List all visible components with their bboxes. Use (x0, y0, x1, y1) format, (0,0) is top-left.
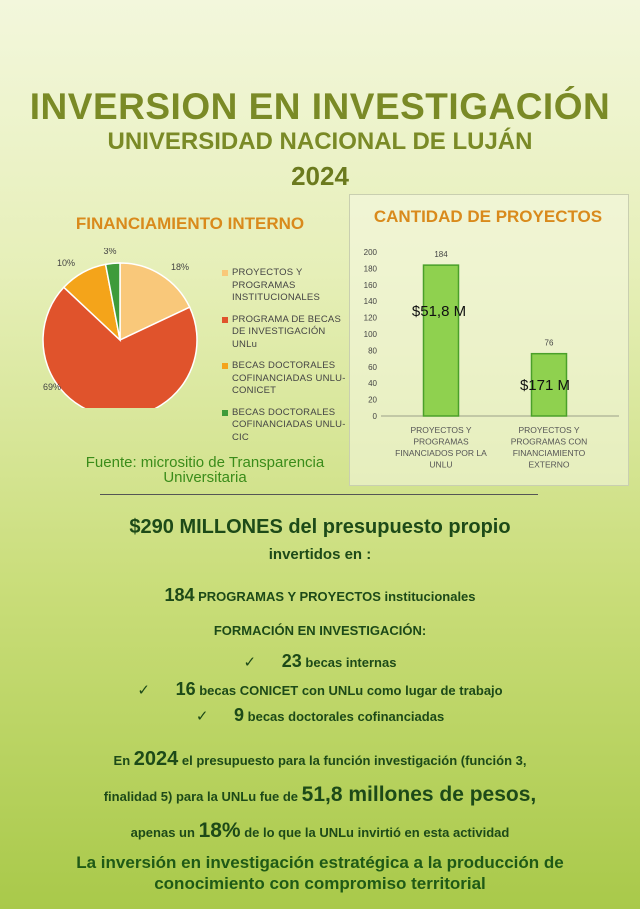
x-category-label: PROGRAMAS (413, 436, 469, 447)
x-category-label: EXTERNO (528, 459, 570, 470)
legend-label: PROGRAMA DE BECAS DE INVESTIGACIÓN UNLu (232, 313, 341, 350)
para-pct: 18% (198, 819, 241, 842)
para-amount: 51,8 millones de pesos, (301, 783, 537, 806)
legend-swatch (222, 270, 228, 276)
check-text: becas doctorales cofinanciadas (247, 709, 445, 724)
page-subtitle: UNIVERSIDAD NACIONAL DE LUJÁN (107, 128, 533, 155)
source-note: Fuente: micrositio de Transparencia Universitaria (85, 454, 325, 486)
y-tick-label: 200 (363, 248, 377, 257)
legend-label: BECAS DOCTORALES COFINANCIADAS UNLU-CONICET (232, 360, 346, 396)
para-d: apenas un (130, 825, 195, 840)
divider (100, 494, 538, 495)
pie-slice-label: 10% (56, 258, 76, 268)
check-text: becas CONICET con UNLu como lugar de trabajo (199, 683, 503, 698)
x-category-label: UNLU (429, 459, 453, 470)
bar (424, 265, 459, 416)
para-b: el presupuesto para la función investigación (función 3, (181, 753, 527, 768)
pie-legend (222, 267, 350, 453)
check-icon: ✓ (243, 654, 257, 671)
check-icon: ✓ (137, 682, 150, 699)
pie-chart-title: FINANCIAMIENTO INTERNO (75, 214, 305, 233)
check-line-internal (0, 651, 640, 672)
para-year: 2024 (133, 748, 179, 770)
invested-in-label: invertidos en : (268, 546, 372, 563)
x-category-label: FINANCIAMIENTO (512, 448, 586, 458)
budget-headline: $290 MILLONES del presupuesto propio (129, 516, 511, 538)
x-category-label: FINANCIADOS POR LA (395, 448, 487, 458)
bar-chart-title: CANTIDAD DE PROYECTOS (373, 207, 603, 226)
closing-statement: La inversión en investigación estratégica a la producción de conocimiento con compromiso territorial (76, 853, 564, 893)
y-tick-label: 40 (368, 379, 377, 389)
check-num: 23 (281, 651, 302, 671)
para-c: finalidad 5) para la UNLu fue de (103, 789, 299, 804)
x-category-label: PROYECTOS Y (518, 425, 580, 435)
legend-item (222, 267, 350, 305)
y-tick-label: 160 (363, 280, 377, 290)
programs-count: 184 (164, 585, 195, 605)
training-heading: FORMACIÓN EN INVESTIGACIÓN: (213, 623, 427, 638)
para-a: En (113, 753, 131, 768)
y-tick-label: 60 (368, 362, 377, 372)
legend-swatch (222, 363, 228, 369)
check-line-conicet (0, 679, 640, 700)
legend-item (222, 360, 350, 398)
legend-item (222, 314, 350, 352)
check-line-cofinanced (0, 705, 640, 726)
bar-value-label: 76 (544, 338, 554, 348)
para-e: de lo que la UNLu invirtió en esta actividad (244, 825, 510, 840)
pie-slice-label: 69% (42, 382, 62, 392)
page-year: 2024 (291, 161, 349, 191)
check-num: 16 (175, 679, 196, 699)
x-category-label: PROYECTOS Y (410, 425, 472, 435)
programs-line (0, 585, 640, 606)
bar-chart (349, 240, 627, 480)
page-title: INVERSION EN INVESTIGACIÓN (29, 86, 611, 127)
legend-label: BECAS DOCTORALES COFINANCIADAS UNLU-CIC (232, 406, 346, 443)
y-tick-label: 20 (368, 395, 377, 405)
y-tick-label: 0 (372, 412, 377, 421)
legend-label: PROYECTOS Y PROGRAMAS INSTITUCIONALES (232, 267, 320, 303)
bar-annotation: $171 M (519, 377, 571, 394)
bar-value-label: 184 (434, 250, 448, 260)
legend-swatch (222, 410, 228, 416)
legend-item (222, 407, 350, 445)
pie-slice-label: 3% (103, 248, 117, 256)
y-tick-label: 100 (363, 330, 377, 339)
pie-chart (30, 248, 220, 408)
bar-annotation: $51,8 M (411, 303, 467, 320)
y-tick-label: 80 (368, 346, 377, 356)
x-category-label: PROGRAMAS CON (510, 436, 588, 447)
budget-paragraph (0, 742, 640, 850)
programs-text: PROGRAMAS Y PROYECTOS institucionales (198, 589, 476, 604)
y-tick-label: 120 (363, 313, 377, 323)
y-tick-label: 140 (363, 297, 377, 307)
check-text: becas internas (305, 655, 397, 670)
y-tick-label: 180 (363, 264, 377, 274)
check-num: 9 (234, 705, 245, 725)
legend-swatch (222, 317, 228, 323)
pie-slice-label: 18% (170, 262, 190, 272)
check-icon: ✓ (195, 708, 209, 725)
